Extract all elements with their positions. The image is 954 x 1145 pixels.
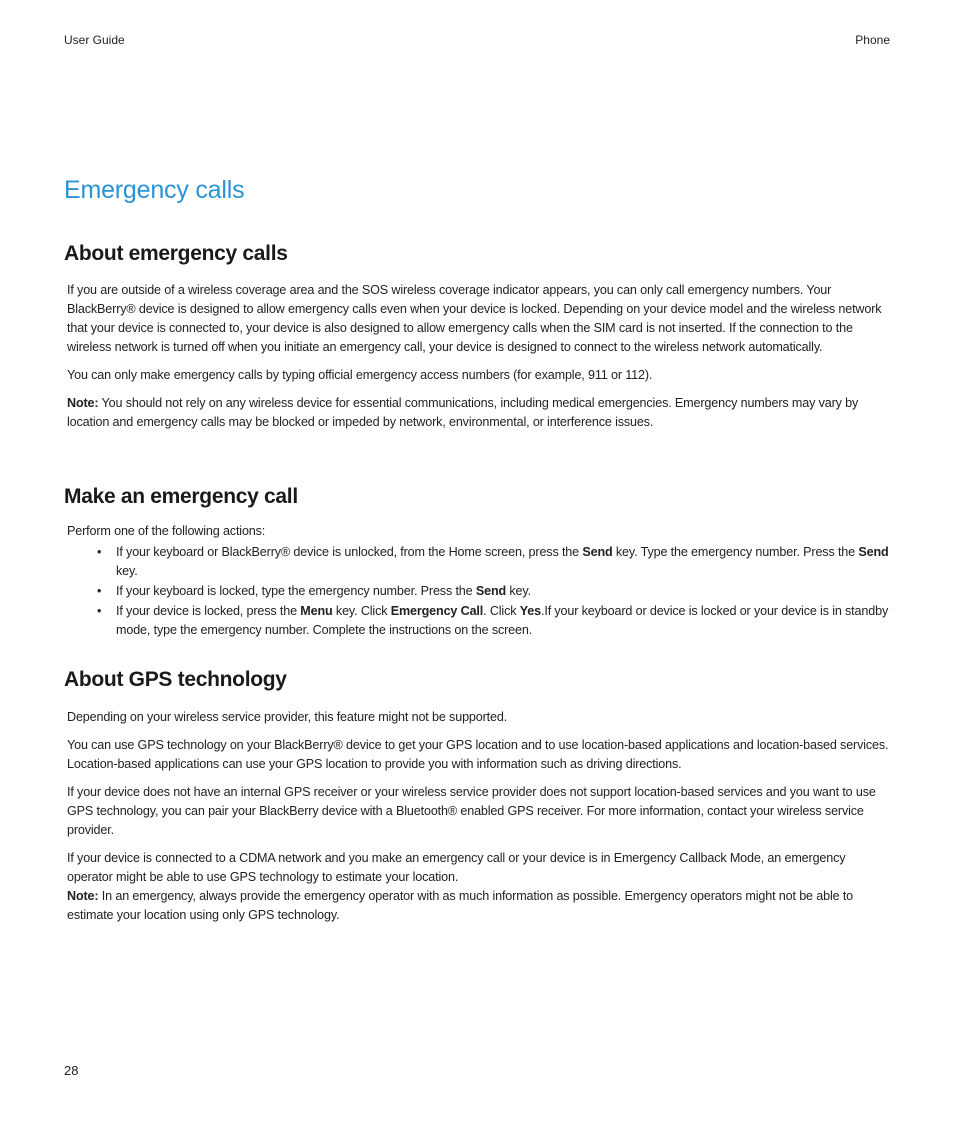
action-list <box>67 543 891 640</box>
note <box>67 394 891 432</box>
bullet: • <box>97 584 102 598</box>
paragraph: You can use GPS technology on your BlackBerry® device to get your GPS location and to use location-based applications and location-based services. Location-based applications can use your GPS location to provide you with information such as driving directions. <box>67 738 889 771</box>
chapter-title: Emergency calls <box>64 176 245 204</box>
list-item: • If your keyboard is locked, type the emergency number. Press the Send key. <box>67 582 891 601</box>
paragraph: If you are outside of a wireless coverage area and the SOS wireless coverage indicator appears, you can only call emergency numbers. Your BlackBerry® device is designed to allow emergency calls even when your device is locked. Depending on your device model and the wireless network that your device is connected to, your device is also designed to allow emergency calls when the SIM card is not inserted. If the connection to the wireless network is turned off when you initiate an emergency call, your device is designed to connect to the wireless network automatically. <box>67 283 882 354</box>
intro-text: Perform one of the following actions: <box>67 524 266 538</box>
paragraph: If your device is connected to a CDMA network and you make an emergency call or your device is in Emergency Callback Mode, an emergency operator might be able to use GPS technology to estimate your location. <box>67 851 846 884</box>
paragraph: You can only make emergency calls by typing official emergency access numbers (for example, 911 or 112). <box>67 368 653 382</box>
menu-option-name: Emergency Call <box>390 604 484 618</box>
paragraph: Depending on your wireless service provider, this feature might not be supported. <box>67 710 508 724</box>
key-name: Menu <box>300 604 333 618</box>
section-heading-about-gps-technology: About GPS technology <box>64 668 287 691</box>
section-body-about-emergency-calls <box>67 281 891 441</box>
key-name: Send <box>582 545 613 559</box>
section-heading-make-an-emergency-call: Make an emergency call <box>64 485 298 508</box>
running-header-title: User Guide <box>64 33 125 47</box>
page-number: 28 <box>64 1063 79 1078</box>
list-item: • If your device is locked, press the Menu key. Click Emergency Call. Click Yes.If your keyboard or device is locked or your device is in standby mode, type the emergency number. Complete the instructions on the screen. <box>97 604 889 637</box>
list-item: • If your keyboard or BlackBerry® device is unlocked, from the Home screen, press the Send key. Type the emergency number. Press the Send key. <box>97 545 889 578</box>
running-header-section: Phone <box>855 33 890 47</box>
option-name: Yes <box>519 604 541 618</box>
note-label: Note: <box>67 396 99 410</box>
note-label: Note: <box>67 889 99 903</box>
note-text: In an emergency, always provide the emergency operator with as much information as possible. Emergency operators might not be able to estimate your location using only GPS technology. <box>67 889 854 922</box>
bullet: • <box>97 545 102 559</box>
note <box>67 887 891 925</box>
section-heading-about-emergency-calls: About emergency calls <box>64 242 288 265</box>
key-name: Send <box>858 545 889 559</box>
key-name: Send <box>475 584 507 598</box>
note-text: You should not rely on any wireless device for essential communications, including medical emergencies. Emergency numbers may vary by location and emergency calls may be blocked or impeded by network, environmental, or interference issues. <box>67 396 859 429</box>
paragraph: If your device does not have an internal GPS receiver or your wireless service provider does not support location-based services and you want to use GPS technology, you can pair your BlackBerry device with a Bluetooth® enabled GPS receiver. For more information, contact your wireless service provider. <box>67 785 876 837</box>
bullet: • <box>97 604 102 618</box>
section-body-about-gps-technology <box>67 708 891 934</box>
section-body-make-an-emergency-call <box>67 522 891 641</box>
